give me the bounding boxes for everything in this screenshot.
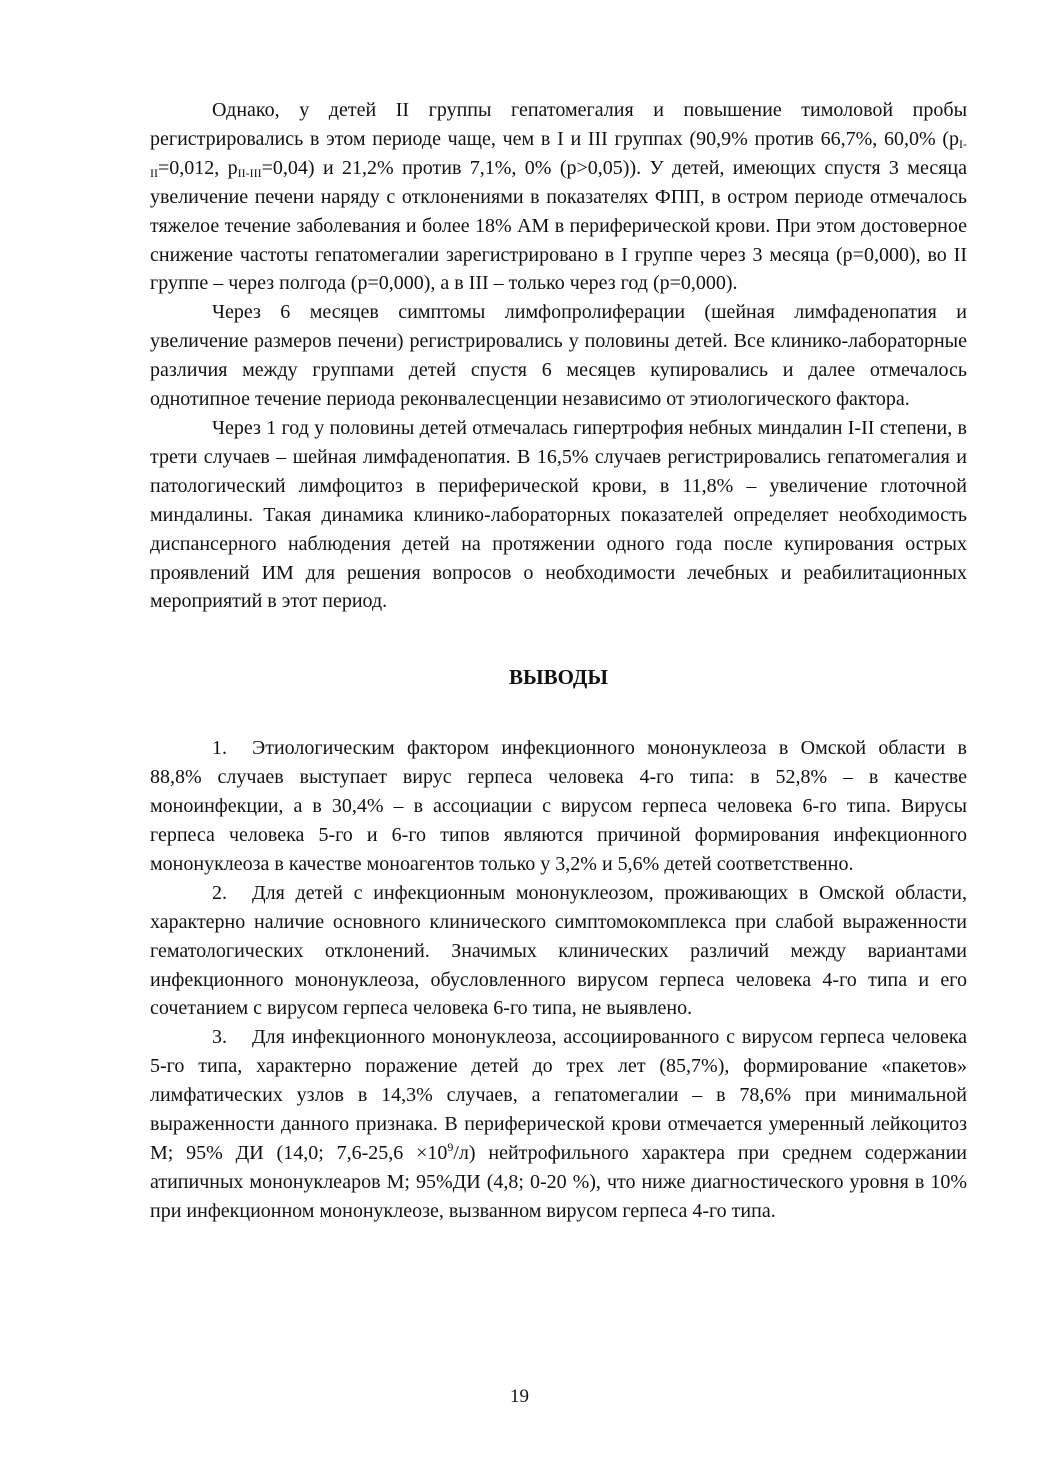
paragraph-1-text-b: =0,012, p: [158, 156, 238, 179]
paragraph-3: Через 1 год у половины детей отмечалась гипертрофия небных миндалин I-II степени, в трети случаев – шейная лимфаденопатия. В 16,5% случаев регистрировались гепатомегалия и патологический лимфоцитоз в периферической крови, в 11,8% – увеличение глоточной миндалины. Такая динамика клинико-лабораторных показателей определяет необходимость диспансерного наблюдения детей на протяжении одного года после купирования острых проявлений ИМ для решения вопросов о необходимости лечебных и реабилитационных мероприятий в этот период.: [150, 416, 967, 613]
section-heading: ВЫВОДЫ: [509, 665, 608, 690]
paragraph-1: [150, 96, 967, 298]
conclusion-text-a: Для инфекционного мононуклеоза, ассоциированного с вирусом герпеса человека 5-го типа, характерно поражение детей до трех лет (85,7%), формирование «пакетов» лимфатических узлов в 14,3% случаев, а гепатомегалии – в 78,6% при минимальной выраженности данного признака. В периферической крови отмечается умеренный лейкоцитоз M; 95% ДИ (14,0; 7,6-25,6 ×10: [150, 1026, 967, 1164]
subscript-i-ii: I-II: [150, 136, 967, 180]
paragraph-1-text-c: =0,04) и 21,2% против 7,1%, 0% (p>0,05)). У детей, имеющих спустя 3 месяца увеличение печени наряду с отклонениями в показателях ФПП, в остром периоде отмечалось тяжелое течение заболевания и более 18% АМ в периферической крови. При этом достоверное снижение частоты гепатомегалии зарегистрировано в I группе через 3 месяца (p=0,000), во II группе – через полгода (p=0,000), а в III – только через год (p=0,000).: [150, 156, 967, 295]
document-page: [150, 96, 967, 1226]
subscript-ii-iii: II-III: [237, 165, 262, 180]
conclusion-text: Этиологическим фактором инфекционного мононуклеоза в Омской области в 88,8% случаев выступает вирус герпеса человека 4-го типа: в 52,8% – в качестве моноинфекции, а в 30,4% – в ассоциации с вирусом герпеса человека 6-го типа. Вирусы герпеса человека 5-го и 6-го типов являются причиной формирования инфекционного мононуклеоза в качестве моноагентов только у 3,2% и 5,6% детей соответственно.: [150, 737, 967, 875]
conclusion-item-3: [150, 1023, 967, 1225]
paragraph-2: Через 6 месяцев симптомы лимфопролиферации (шейная лимфаденопатия и увеличение размеров печени) регистрировались у половины детей. Все клинико-лабораторные различия между группами детей спустя 6 месяцев купировались и далее отмечалось однотипное течение периода реконвалесценции независимо от этиологического фактора.: [150, 301, 967, 411]
conclusion-number: 2.: [212, 881, 227, 904]
conclusion-item-1: [150, 734, 967, 879]
superscript-exponent: 9: [447, 1140, 454, 1154]
conclusion-item-2: [150, 879, 967, 1024]
paragraph-1-text-a: Однако, у детей II группы гепатомегалия и повышение тимоловой пробы регистрировались в этом периоде чаще, чем в I и III группах (90,9% против 66,7%, 60,0% (p: [150, 99, 967, 150]
conclusion-number: 1.: [212, 737, 227, 760]
conclusion-text: Для детей с инфекционным мононуклеозом, проживающих в Омской области, характерно наличие основного клинического симптомокомплекса при слабой выраженности гематологических отклонений. Значимых клинических различий между вариантами инфекционного мононуклеоза, обусловленного вирусом герпеса человека 4-го типа и его сочетанием с вирусом герпеса человека 6-го типа, не выявлено.: [150, 881, 967, 1020]
conclusion-number: 3.: [212, 1026, 227, 1049]
page-number: 19: [510, 1386, 529, 1407]
conclusion-text-b: /л) нейтрофильного характера при среднем содержании атипичных мононуклеаров M; 95%ДИ (4,8; 0-20 %), что ниже диагностического уровня в 10% при инфекционном мононуклеозе, вызванном вирусом герпеса 4-го типа.: [150, 1142, 967, 1222]
